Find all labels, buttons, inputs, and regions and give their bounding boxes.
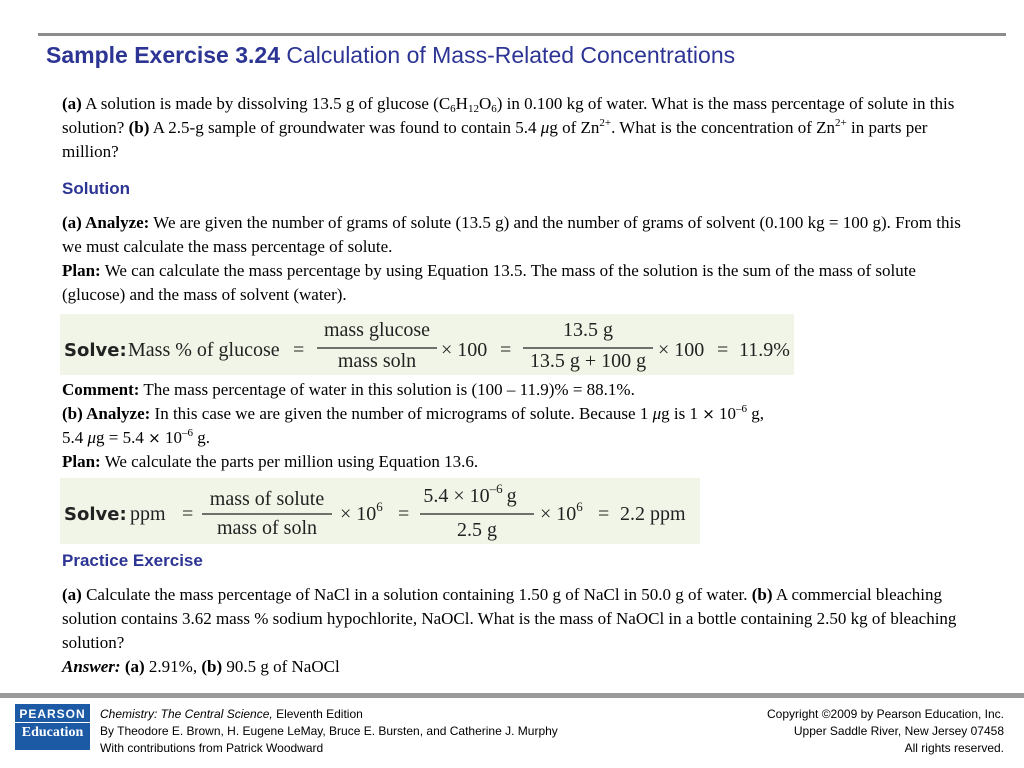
pearson-logo xyxy=(15,704,90,750)
problem-b-text-3: . What is the concentration of Zn xyxy=(611,118,836,137)
problem-b-text-4: in parts per million? xyxy=(62,118,928,161)
equation-mass-percent xyxy=(60,314,794,375)
practice-exercise-text xyxy=(62,583,962,679)
plan-label: Plan: xyxy=(62,452,101,471)
part-a-label: (a) xyxy=(62,585,82,604)
result-value: 2.2 ppm xyxy=(620,503,686,525)
problem-a-text-2: ) in 0.100 kg of water. What is the mass percentage of solute in this solution? xyxy=(62,94,955,137)
fraction-denominator: 13.5 g + 100 g xyxy=(529,350,647,372)
analyze-text: g. xyxy=(197,428,210,447)
equals-sign: = xyxy=(500,339,512,361)
logo-top-text: PEARSON xyxy=(19,707,86,721)
answer-b-label: (b) xyxy=(201,657,223,676)
problem-statement xyxy=(62,92,962,164)
plan-label: Plan: xyxy=(62,261,101,280)
mu-symbol: μ xyxy=(540,118,550,137)
subscript: 12 xyxy=(467,103,479,115)
fraction-denominator: 2.5 g xyxy=(457,519,497,541)
slide-title xyxy=(46,42,735,69)
superscript: 2+ xyxy=(599,117,612,129)
comment-label: Comment: xyxy=(62,380,140,399)
book-contributors: With contributions from Patrick Woodward xyxy=(100,741,324,755)
element-h: H xyxy=(455,94,468,113)
times-100: × 100 xyxy=(658,339,705,361)
exercise-label: Sample Exercise 3.24 xyxy=(46,42,280,68)
copyright-line: Copyright ©2009 by Pearson Education, Inc. xyxy=(767,707,1004,721)
superscript: 2+ xyxy=(835,117,847,129)
equation-ppm xyxy=(60,478,700,544)
top-divider xyxy=(38,33,1006,36)
result-value: 11.9% xyxy=(739,339,790,361)
book-edition: Eleventh Edition xyxy=(276,707,363,721)
analyze-label: (a) Analyze: xyxy=(62,213,150,232)
practice-a-text: Calculate the mass percentage of NaCl in a solution containing 1.50 g of NaCl in 50.0 g of water. xyxy=(86,585,748,604)
part-b-label: (b) xyxy=(128,118,150,137)
fraction-numerator: mass of solute xyxy=(209,488,325,510)
times-power: × $10^6$ xyxy=(540,499,583,525)
analyze-text: 10 xyxy=(719,404,737,423)
equals-sign: = xyxy=(182,503,194,525)
analyze-text: g, xyxy=(751,404,765,423)
solve-label: Solve: xyxy=(64,504,127,525)
mu-symbol: μ xyxy=(652,404,662,423)
fraction-numerator: mass glucose xyxy=(323,319,431,341)
analyze-text: We are given the number of grams of solute (13.5 g) and the number of grams of solvent (0.100 kg = 100 g). From this we must calculate the mass percentage of solute. xyxy=(62,213,961,256)
times-100: × 100 xyxy=(441,339,488,361)
times-symbol: × xyxy=(148,429,161,447)
comment-text: The mass percentage of water in this solution is (100 – 11.9)% = 88.1%. xyxy=(143,380,635,399)
equals-sign: = xyxy=(717,339,729,361)
fraction-numerator: $5.4 \times 10^{-6}$ g xyxy=(423,481,517,507)
superscript: –6 xyxy=(181,427,193,439)
mu-symbol: μ xyxy=(87,428,97,447)
fraction-denominator: mass soln xyxy=(337,350,417,372)
practice-b-text: A commercial bleaching solution contains 3.62 mass % sodium hypochlorite, NaOCl. What is the mass of NaOCl in a bottle containing 2.50 kg of bleaching solution? xyxy=(62,585,957,652)
analyze-text: 5.4 xyxy=(62,428,84,447)
logo-separator xyxy=(15,722,90,723)
footer-copyright xyxy=(767,706,1004,757)
solve-label: Solve: xyxy=(64,340,127,361)
practice-heading: Practice Exercise xyxy=(62,551,203,570)
equals-sign: = xyxy=(398,503,410,525)
logo-bottom-text: Education xyxy=(21,725,84,740)
exercise-topic: Calculation of Mass-Related Concentrations xyxy=(286,42,736,68)
superscript: –6 xyxy=(736,403,748,415)
analyze-text: g = 5.4 xyxy=(96,428,144,447)
solution-a-analyze xyxy=(62,211,962,307)
answer-label: Answer: xyxy=(62,657,121,676)
eq-lhs: Mass % of glucose xyxy=(128,339,280,361)
problem-b-text: A 2.5-g sample of groundwater was found to contain 5.4 xyxy=(152,118,537,137)
answer-b-value: 90.5 g of NaOCl xyxy=(226,657,340,676)
fraction-denominator: mass of soln xyxy=(217,517,317,539)
answer-a-label: (a) xyxy=(124,657,145,676)
plan-text: We calculate the parts per million using Equation 13.6. xyxy=(104,452,479,471)
analyze-text: g is 1 xyxy=(661,404,698,423)
analyze-text: 10 xyxy=(164,428,182,447)
bottom-divider xyxy=(0,693,1024,698)
part-a-label: (a) xyxy=(62,94,82,113)
analyze-text: In this case we are given the number of micrograms of solute. Because 1 xyxy=(154,404,649,423)
subscript: 6 xyxy=(450,103,456,115)
fraction-numerator: 13.5 g xyxy=(563,319,613,341)
element-o: O xyxy=(478,94,492,113)
eq-lhs: ppm xyxy=(130,503,166,525)
subscript: 6 xyxy=(491,103,497,115)
equals-sign: = xyxy=(293,339,305,361)
plan-text: We can calculate the mass percentage by using Equation 13.5. The mass of the solution is the sum of the mass of solute (glucose) and the mass of solvent (water). xyxy=(62,261,916,304)
book-title: Chemistry: The Central Science, xyxy=(100,707,273,721)
answer-a-value: 2.91%, xyxy=(148,657,198,676)
problem-a-text: A solution is made by dissolving 13.5 g of glucose (C xyxy=(85,94,451,113)
book-authors: By Theodore E. Brown, H. Eugene LeMay, Bruce E. Bursten, and Catherine J. Murphy xyxy=(100,724,558,738)
rights-line: All rights reserved. xyxy=(904,741,1004,755)
times-symbol: × xyxy=(702,405,715,423)
problem-b-text-2: g of Zn xyxy=(549,118,600,137)
analyze-label: (b) Analyze: xyxy=(62,404,151,423)
times-power: × $10^6$ xyxy=(340,499,383,525)
footer-book-info xyxy=(100,706,558,757)
part-b-label: (b) xyxy=(751,585,773,604)
equals-sign: = xyxy=(598,503,610,525)
solution-comment-and-b xyxy=(62,378,962,474)
solution-heading: Solution xyxy=(62,179,130,198)
publisher-address: Upper Saddle River, New Jersey 07458 xyxy=(793,724,1004,738)
